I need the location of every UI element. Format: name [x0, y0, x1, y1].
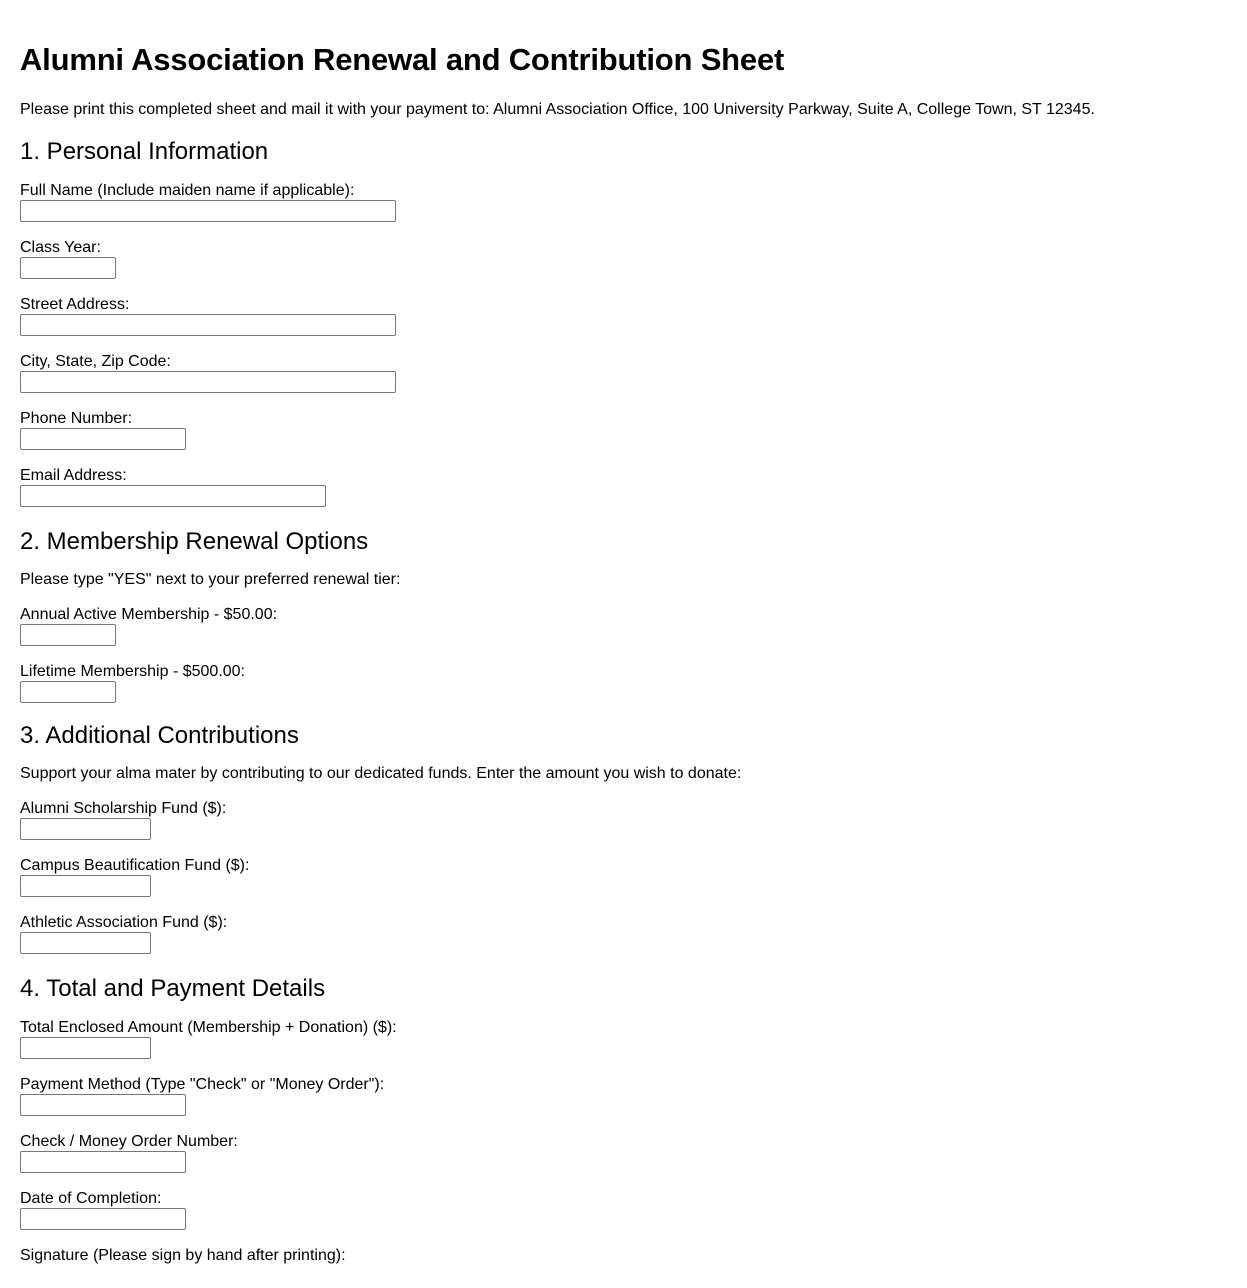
- annual-membership-field: [20, 605, 1247, 646]
- full-name-input[interactable]: [20, 200, 396, 222]
- total-amount-input[interactable]: [20, 1037, 151, 1059]
- lifetime-membership-label: Lifetime Membership - $500.00:: [20, 663, 245, 680]
- class-year-input[interactable]: [20, 257, 116, 279]
- lifetime-membership-input[interactable]: [20, 681, 116, 703]
- email-label: Email Address:: [20, 467, 127, 484]
- payment-method-field: [20, 1075, 1247, 1116]
- signature-field: [20, 1246, 1247, 1265]
- scholarship-fund-input[interactable]: [20, 818, 151, 840]
- phone-input[interactable]: [20, 428, 186, 450]
- phone-field: [20, 409, 1247, 450]
- lifetime-membership-field: [20, 662, 1247, 703]
- total-amount-label: Total Enclosed Amount (Membership + Donation) ($):: [20, 1019, 397, 1036]
- section-heading-personal: 1. Personal Information: [20, 138, 269, 165]
- city-state-zip-input[interactable]: [20, 371, 396, 393]
- beautification-fund-input[interactable]: [20, 875, 151, 897]
- city-state-zip-field: [20, 352, 1247, 393]
- completion-date-input[interactable]: [20, 1208, 186, 1230]
- completion-date-label: Date of Completion:: [20, 1190, 162, 1207]
- signature-label: Signature (Please sign by hand after printing):: [20, 1247, 346, 1264]
- email-input[interactable]: [20, 485, 326, 507]
- class-year-label: Class Year:: [20, 239, 101, 256]
- athletic-fund-field: [20, 913, 1247, 954]
- section-heading-payment: 4. Total and Payment Details: [20, 975, 326, 1002]
- email-field: [20, 466, 1247, 507]
- athletic-fund-label: Athletic Association Fund ($):: [20, 914, 228, 931]
- check-number-field: [20, 1132, 1247, 1173]
- check-number-input[interactable]: [20, 1151, 186, 1173]
- membership-note: Please type "YES" next to your preferred renewal tier:: [20, 571, 401, 588]
- section-heading-membership: 2. Membership Renewal Options: [20, 528, 369, 555]
- class-year-field: [20, 238, 1247, 279]
- full-name-field: [20, 181, 1247, 222]
- scholarship-fund-label: Alumni Scholarship Fund ($):: [20, 800, 227, 817]
- contributions-note: Support your alma mater by contributing to our dedicated funds. Enter the amount you wish to donate:: [20, 765, 742, 782]
- payment-method-label: Payment Method (Type "Check" or "Money Order"):: [20, 1076, 385, 1093]
- athletic-fund-input[interactable]: [20, 932, 151, 954]
- check-number-label: Check / Money Order Number:: [20, 1133, 238, 1150]
- full-name-label: Full Name (Include maiden name if applicable):: [20, 182, 355, 199]
- street-address-label: Street Address:: [20, 296, 130, 313]
- beautification-fund-label: Campus Beautification Fund ($):: [20, 857, 250, 874]
- total-amount-field: [20, 1018, 1247, 1059]
- scholarship-fund-field: [20, 799, 1247, 840]
- street-address-field: [20, 295, 1247, 336]
- annual-membership-input[interactable]: [20, 624, 116, 646]
- beautification-fund-field: [20, 856, 1247, 897]
- phone-label: Phone Number:: [20, 410, 133, 427]
- page-title: Alumni Association Renewal and Contribution Sheet: [20, 42, 785, 77]
- city-state-zip-label: City, State, Zip Code:: [20, 353, 171, 370]
- street-address-input[interactable]: [20, 314, 396, 336]
- section-heading-contributions: 3. Additional Contributions: [20, 722, 299, 749]
- annual-membership-label: Annual Active Membership - $50.00:: [20, 606, 278, 623]
- payment-method-input[interactable]: [20, 1094, 186, 1116]
- completion-date-field: [20, 1189, 1247, 1230]
- mailing-instructions: Please print this completed sheet and mail it with your payment to: Alumni Association Office, 100 University Parkway, Suite A, College Town, ST 12345.: [20, 101, 1095, 118]
